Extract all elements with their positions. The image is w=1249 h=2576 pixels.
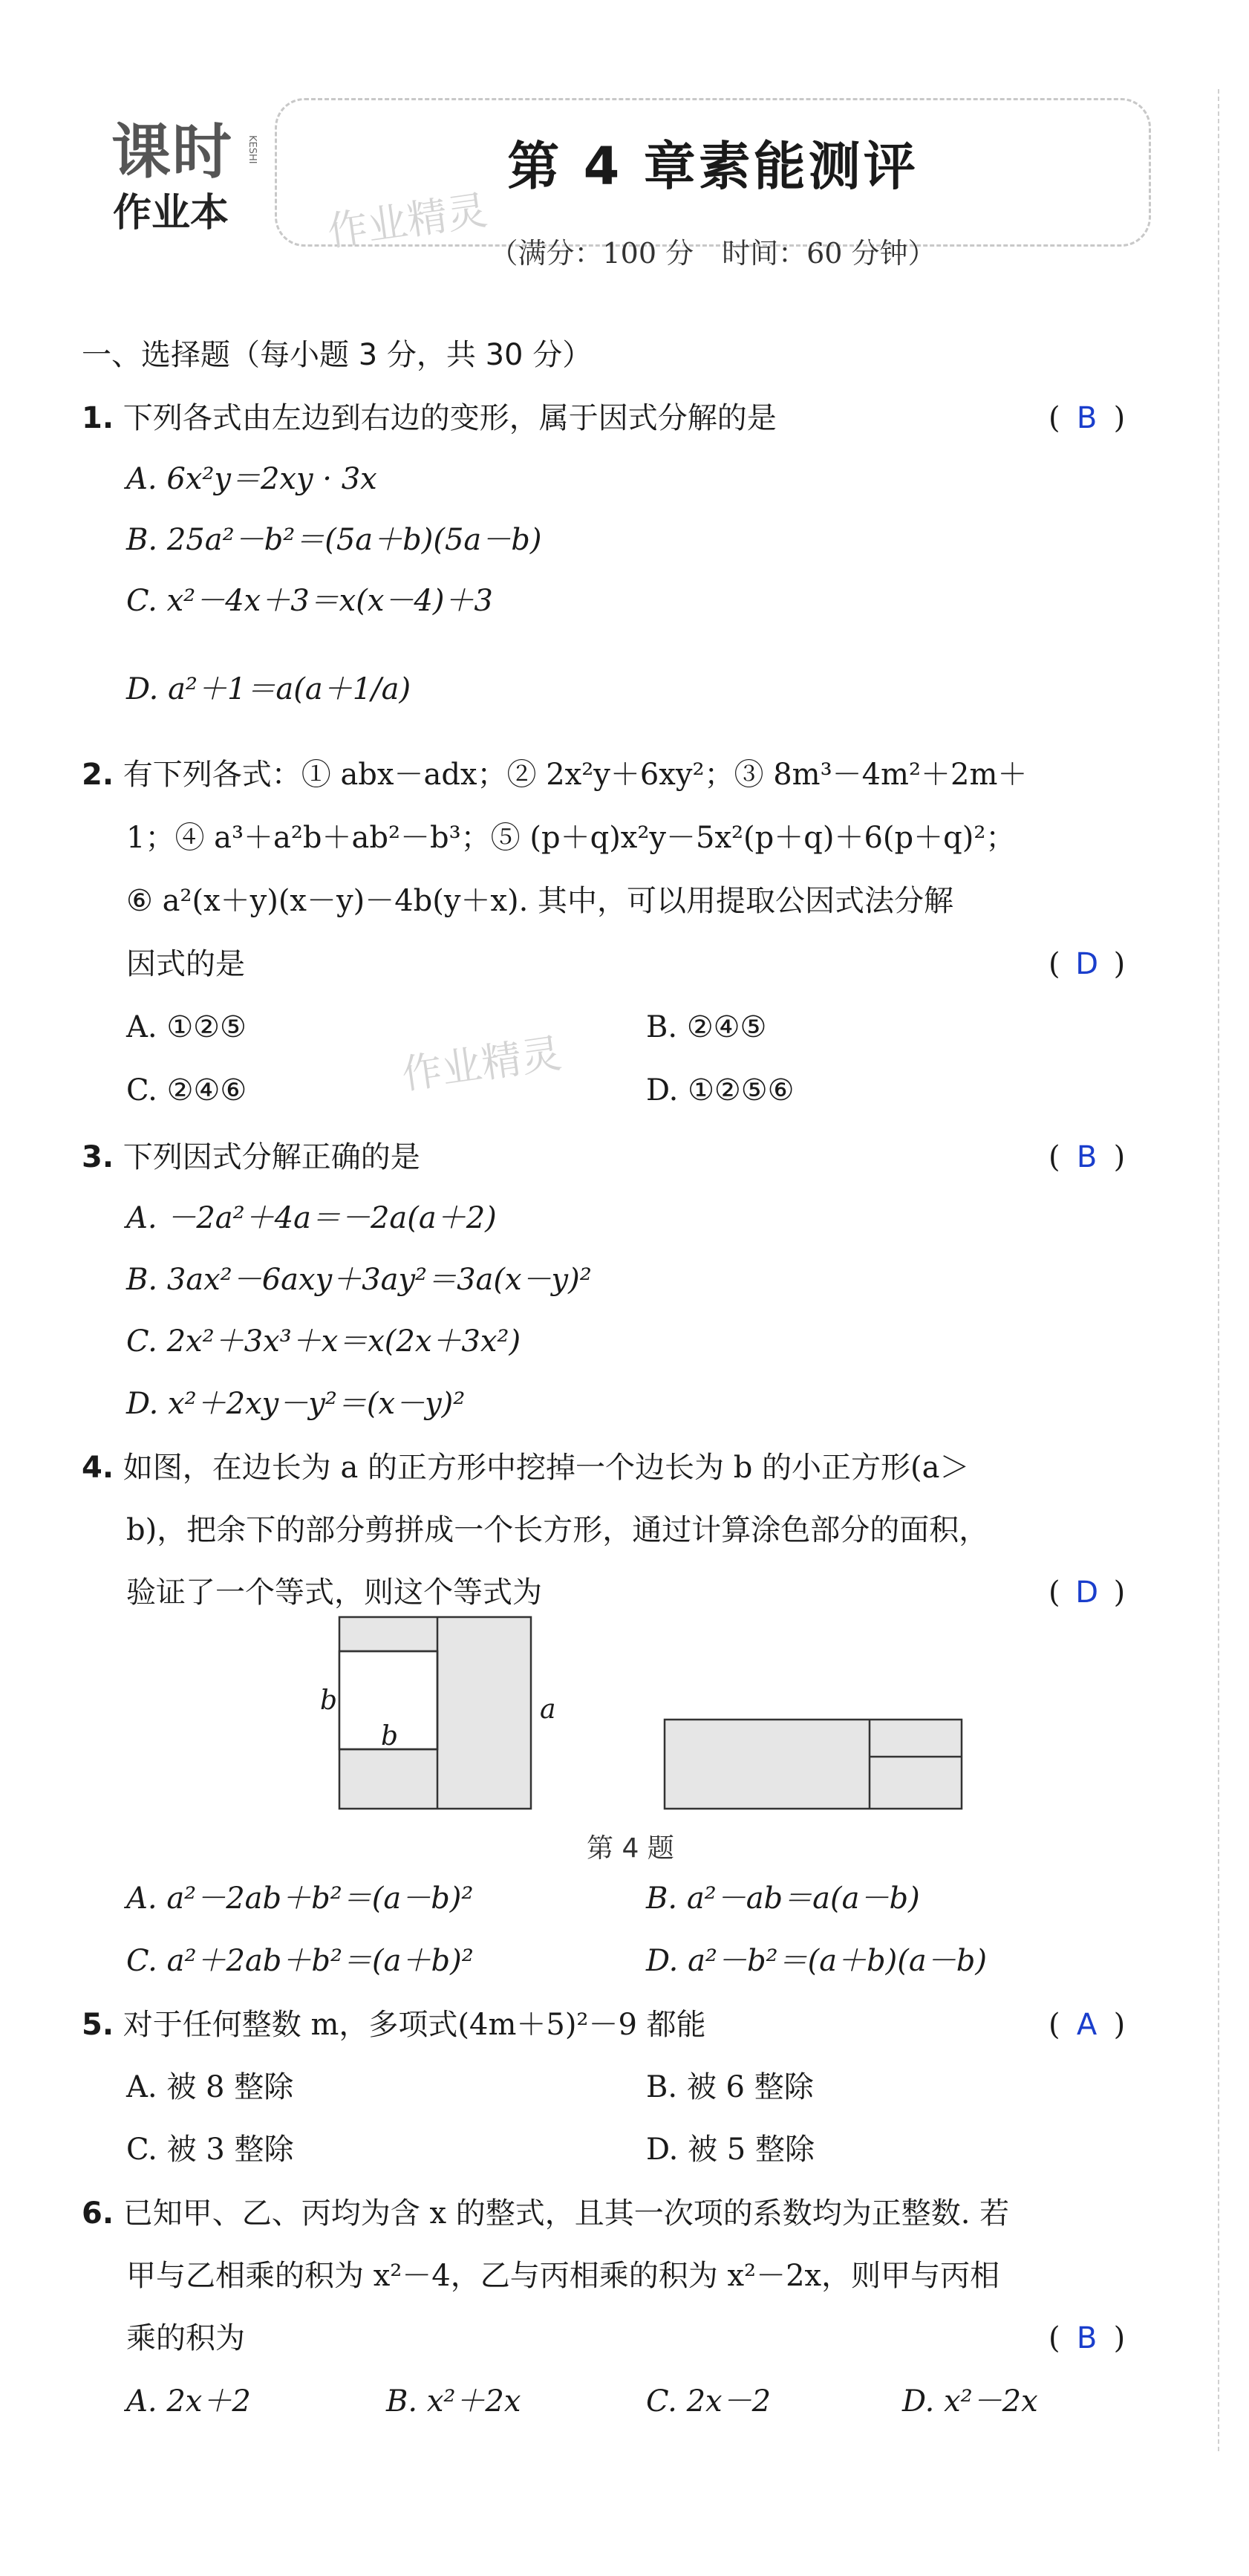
answer-letter: D xyxy=(1075,947,1099,981)
option-c: C. x²－4x＋3＝x(x－4)＋3 xyxy=(126,584,493,618)
question-number: 6. xyxy=(82,2196,114,2231)
answer-open: ( xyxy=(1049,2008,1060,2042)
answer-box xyxy=(1049,943,1125,985)
question-text: 对于任何整数 m，多项式(4m＋5)²－9 都能 xyxy=(123,2008,706,2042)
question-text-line: b)，把余下的部分剪拼成一个长方形，通过计算涂色部分的面积， xyxy=(126,1513,989,1547)
answer-box xyxy=(1049,1572,1125,1613)
label-b-left: b xyxy=(320,1685,338,1716)
answer-letter: A xyxy=(1076,2008,1098,2042)
question-text: 下列因式分解正确的是 xyxy=(123,1140,420,1174)
watermark: 作业精灵 xyxy=(399,1030,564,1099)
margin-rule xyxy=(1218,89,1219,2451)
option-d: D. a²＋1＝a(a＋1/a) xyxy=(126,672,411,706)
answer-box xyxy=(1049,2004,1125,2046)
answer-close: ) xyxy=(1113,2321,1126,2355)
answer-letter: B xyxy=(1076,1140,1098,1174)
question-text-line: 乘的积为 xyxy=(126,2321,245,2355)
figure-caption: 第 4 题 xyxy=(587,1833,674,1864)
option-b: B. a²－ab＝a(a－b) xyxy=(646,1881,920,1916)
question-text-line: 1；④ a³＋a²b＋ab²－b³；⑤ (p＋q)x²y－5x²(p＋q)＋6(p＋q)²； xyxy=(126,821,1016,855)
label-b-bottom: b xyxy=(381,1721,399,1752)
brand-small-text: KESHI xyxy=(247,135,258,164)
option-b: B. 被 6 整除 xyxy=(646,2070,814,2104)
question-6 xyxy=(82,2193,1009,2234)
question-number: 3. xyxy=(82,1140,114,1174)
option-d: D. ①②⑤⑥ xyxy=(646,1073,795,1108)
answer-close: ) xyxy=(1113,401,1126,435)
section-title: 一、选择题（每小题 3 分，共 30 分） xyxy=(82,338,593,372)
option-a: A. ①②⑤ xyxy=(126,1010,247,1044)
answer-letter: D xyxy=(1075,1575,1099,1610)
answer-letter: B xyxy=(1076,2321,1098,2355)
page-subtitle: （满分：100 分 时间：60 分钟） xyxy=(489,237,936,270)
question-text: 如图，在边长为 a 的正方形中挖掉一个边长为 b 的小正方形(a＞ xyxy=(123,1451,970,1485)
question-text-line: 甲与乙相乘的积为 x²－4，乙与丙相乘的积为 x²－2x，则甲与丙相 xyxy=(126,2259,1000,2293)
question-number: 5. xyxy=(82,2008,114,2042)
label-a: a xyxy=(540,1694,556,1725)
answer-close: ) xyxy=(1113,947,1126,981)
option-d: D. x²＋2xy－y²＝(x－y)² xyxy=(126,1387,466,1421)
brand-bottom-text: 作业本 xyxy=(113,191,229,235)
option-a: A. a²－2ab＋b²＝(a－b)² xyxy=(126,1881,474,1916)
question-2 xyxy=(82,754,1027,796)
answer-open: ( xyxy=(1049,1140,1060,1174)
answer-open: ( xyxy=(1049,1575,1060,1610)
option-d: D. 被 5 整除 xyxy=(646,2133,815,2167)
option-c: C. a²＋2ab＋b²＝(a＋b)² xyxy=(126,1944,474,1978)
question-3 xyxy=(82,1136,420,1178)
question-text: 已知甲、乙、丙均为含 x 的整式，且其一次项的系数均为正整数. 若 xyxy=(123,2196,1010,2231)
option-a: A. －2a²＋4a＝－2a(a＋2) xyxy=(126,1201,497,1235)
question-text: 有下列各式：① abx－adx；② 2x²y＋6xy²；③ 8m³－4m²＋2m＋ xyxy=(123,758,1028,792)
page-title: 第 4 章素能测评 xyxy=(507,136,919,197)
question-1 xyxy=(82,397,777,439)
question-number: 1. xyxy=(82,401,114,435)
answer-close: ) xyxy=(1113,2008,1126,2042)
question-4 xyxy=(82,1447,970,1489)
option-a: A. 被 8 整除 xyxy=(126,2070,294,2104)
option-b: B. 3ax²－6axy＋3ay²＝3a(x－y)² xyxy=(126,1263,592,1297)
answer-box xyxy=(1049,397,1125,439)
answer-close: ) xyxy=(1113,1575,1126,1610)
figure-squares xyxy=(320,1616,1006,1824)
question-5 xyxy=(82,2004,706,2046)
answer-letter: B xyxy=(1076,401,1098,435)
question-text-line: 验证了一个等式，则这个等式为 xyxy=(126,1575,542,1610)
rearranged-rectangle xyxy=(665,1720,962,1809)
question-text: 下列各式由左边到右边的变形，属于因式分解的是 xyxy=(123,401,777,435)
watermark: 作业精灵 xyxy=(325,186,490,256)
option-d: D. x²－2x xyxy=(902,2384,1038,2419)
option-b: B. 25a²－b²＝(5a＋b)(5a－b) xyxy=(126,523,542,557)
option-c: C. 2x－2 xyxy=(646,2384,772,2419)
question-number: 4. xyxy=(82,1451,114,1485)
answer-open: ( xyxy=(1049,947,1060,981)
option-c: C. ②④⑥ xyxy=(126,1073,247,1108)
brand-logo xyxy=(104,119,275,245)
question-text-line: 因式的是 xyxy=(126,947,245,981)
brand-top-text: 课时 xyxy=(111,117,233,186)
question-text-line: ⑥ a²(x＋y)(x－y)－4b(y＋x). 其中，可以用提取公因式法分解 xyxy=(126,884,954,918)
option-c: C. 2x²＋3x³＋x＝x(2x＋3x²) xyxy=(126,1324,521,1359)
answer-box xyxy=(1049,1136,1125,1178)
option-a: A. 6x²y＝2xy · 3x xyxy=(126,462,377,496)
option-b: B. ②④⑤ xyxy=(646,1010,767,1044)
question-number: 2. xyxy=(82,758,114,792)
answer-open: ( xyxy=(1049,401,1060,435)
answer-box xyxy=(1049,2318,1125,2359)
answer-close: ) xyxy=(1113,1140,1126,1174)
option-a: A. 2x＋2 xyxy=(126,2384,251,2419)
option-c: C. 被 3 整除 xyxy=(126,2133,294,2167)
option-d: D. a²－b²＝(a＋b)(a－b) xyxy=(646,1944,987,1978)
option-b: B. x²＋2x xyxy=(386,2384,521,2419)
answer-open: ( xyxy=(1049,2321,1060,2355)
